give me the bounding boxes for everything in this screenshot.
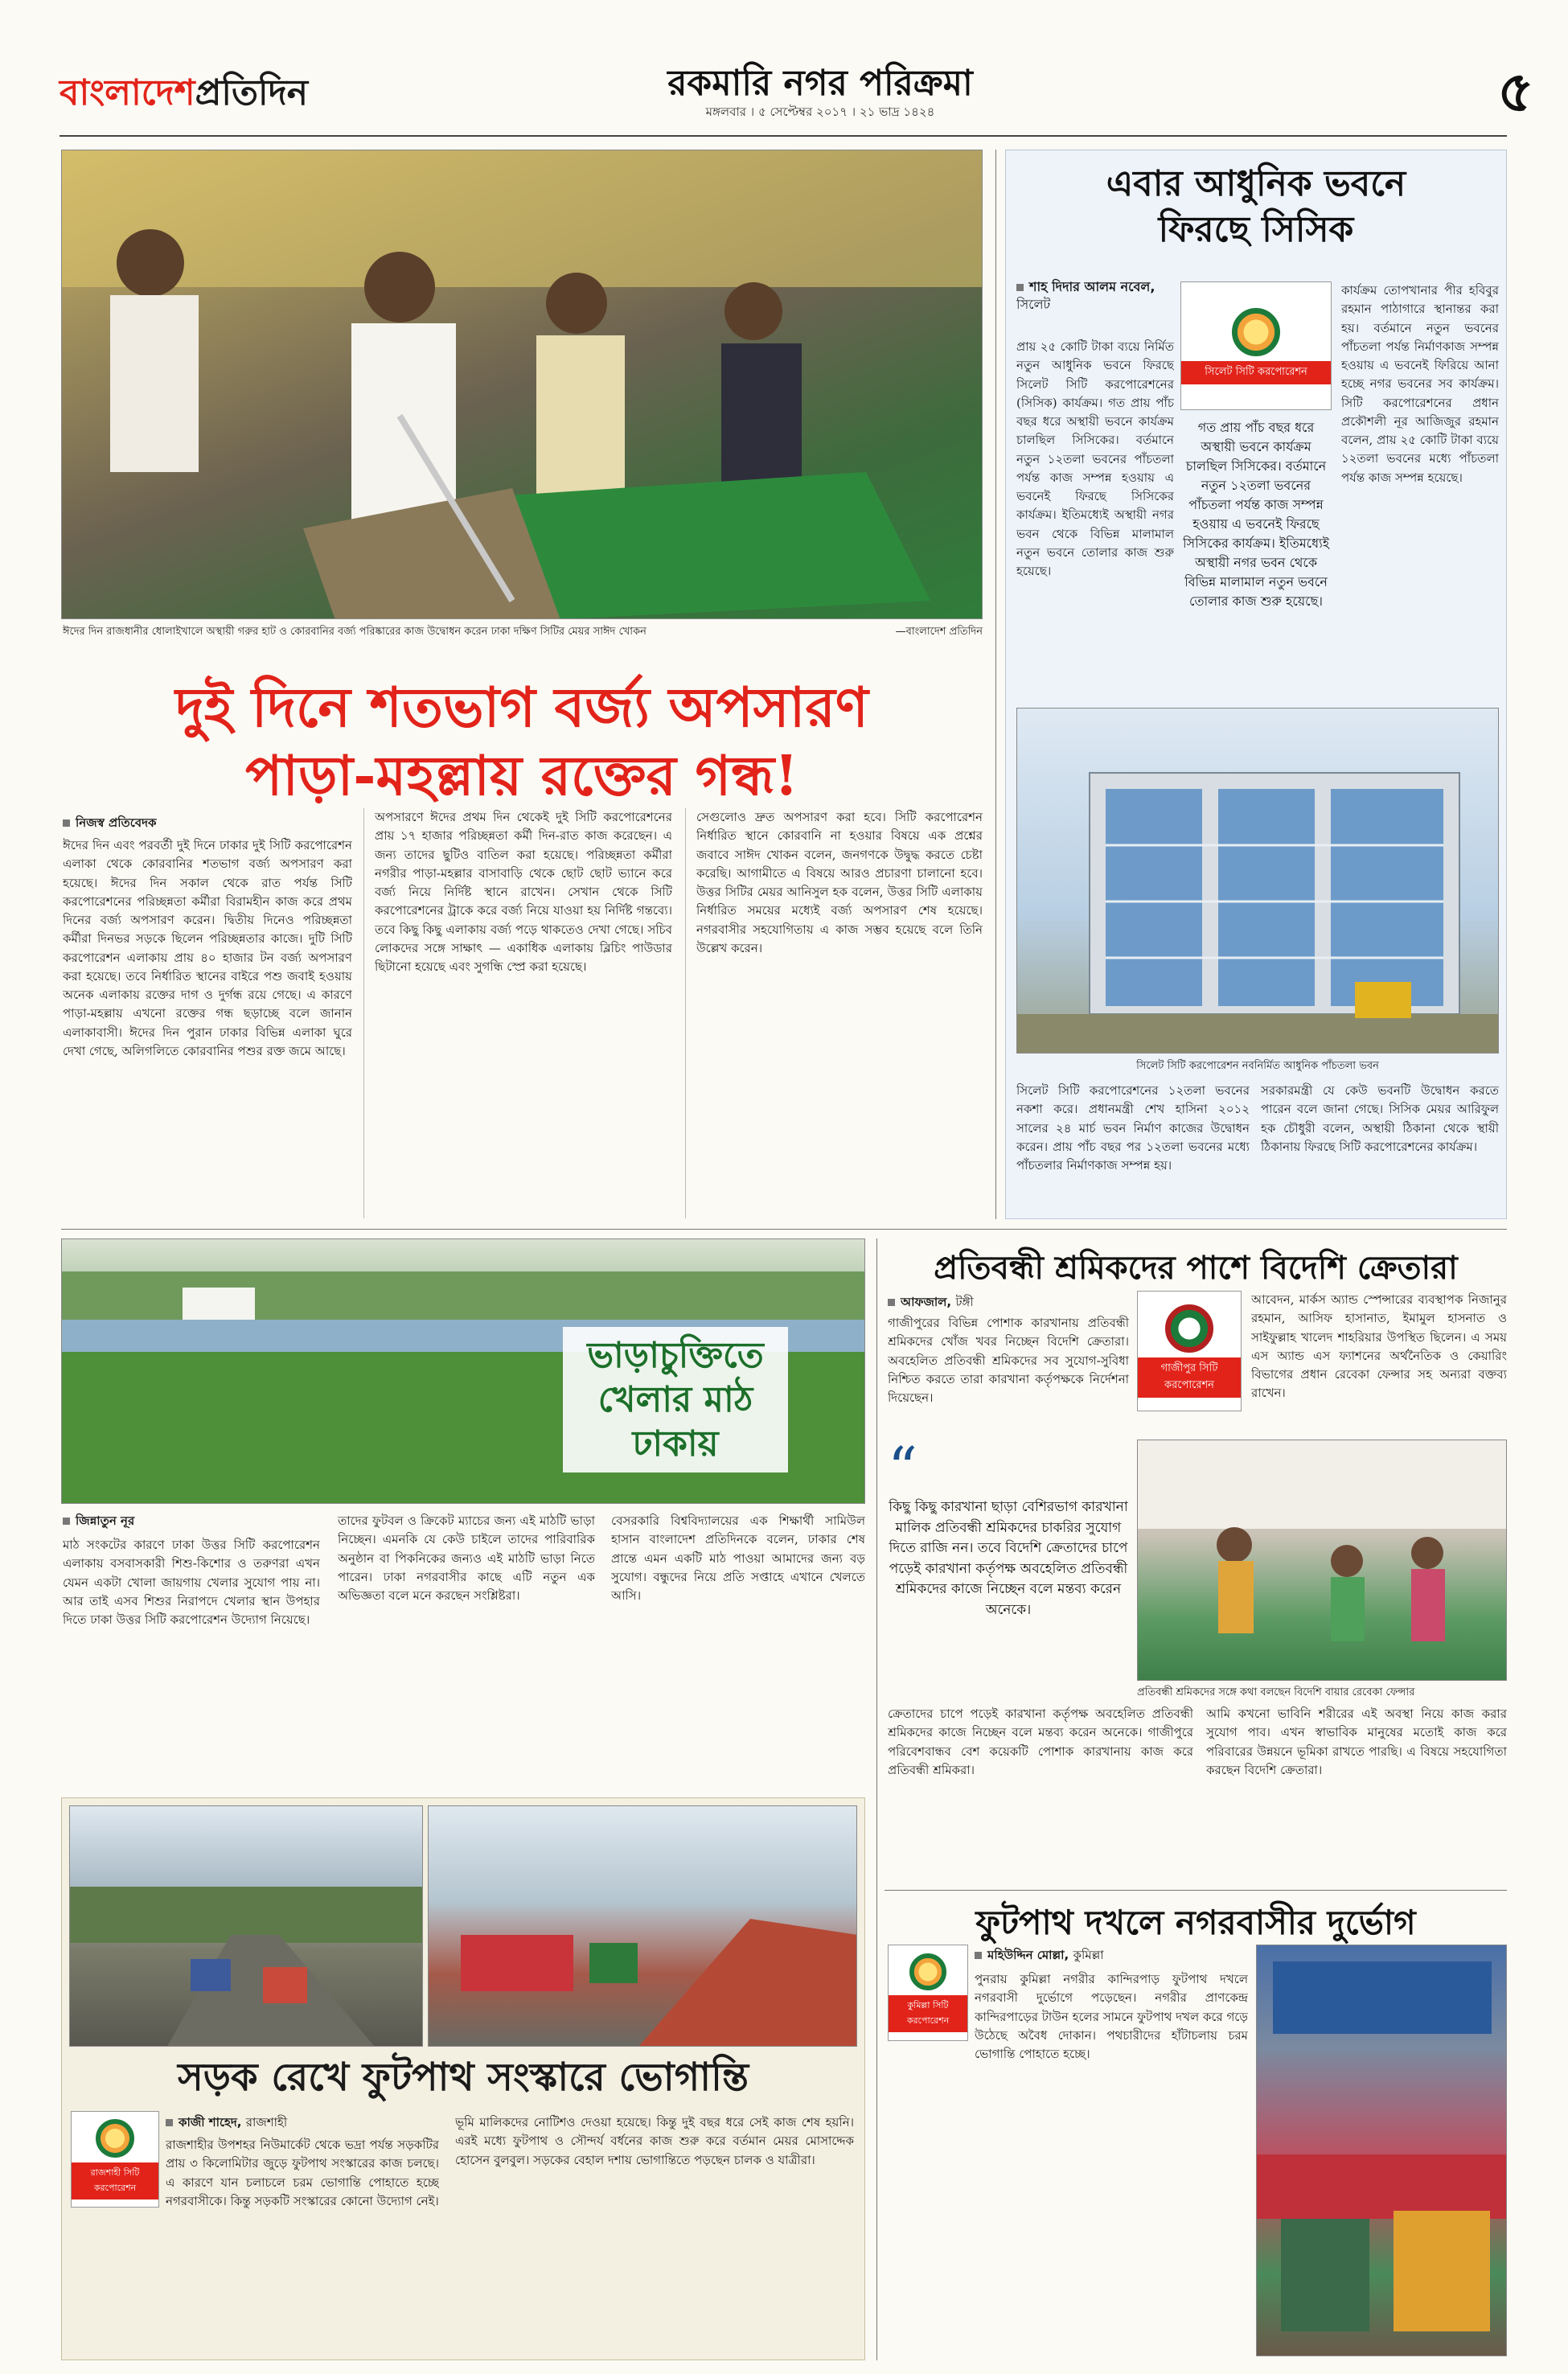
gazipur-logo-badge (1137, 1291, 1242, 1411)
playground-col-3: বেসরকারি বিশ্ববিদ্যালয়ের এক শিক্ষার্থী সামিউল হাসান বাংলাদেশ প্রতিদিনকে বলেন, ঢাকার শেষ প্রান্তে এমন একটি মাঠ পাওয়া আমাদের জন্য বড় সুযোগ। বন্ধুদের নিয়ে প্রতি সপ্তাহে এখানে খেলতে আসি। (611, 1514, 865, 1603)
sylhet-col-2: কার্যক্রম তোপখানার পীর হবিবুর রহমান পাঠাগারে স্থানান্তর করা হয়। বর্তমানে নতুন ভবনের পাঁচতলা পর্যন্ত নির্মাণকাজ সম্পন্ন হওয়ায় এ ভবনেই ফিরিয়ে আনা হচ্ছে নগর ভবনের সব কার্যক্রম। সিটি করপোরেশনের প্রধান প্রকৌশলী নূর আজিজুর রহমান বলেন, প্রায় ২৫ কোটি টাকা ব্যয়ে ১২তলা ভবনের মধ্যে পাঁচতলা পর্যন্ত কাজ সম্পন্ন হয়েছে। (1341, 283, 1499, 485)
worker-intro: গাজীপুরের বিভিন্ন পোশাক কারখানায় প্রতিবন্ধী শ্রমিকদের খোঁজ খবর নিচ্ছেন বিদেশি ক্রেতারা। অবহেলিত প্রতিবন্ধী শ্রমিকদের সব সুযোগ-সুবিধা নিশ্চিত করতে তারা কারখানা কর্তৃপক্ষকে নির্দেশনা দিয়েছেন। (888, 1316, 1129, 1405)
rajshahi-logo-badge (71, 2111, 159, 2208)
quote-mark-icon: “ (888, 1435, 917, 1502)
sylhet-photo-caption: সিলেট সিটি করপোরেশন নবনির্মিত আধুনিক পাঁচতলা ভবন (1136, 1060, 1379, 1072)
bullet-icon (888, 1299, 895, 1306)
worker-photo-caption: প্রতিবন্ধী শ্রমিকদের সঙ্গে কথা বলছেন বিদেশি বায়ার রেবেকা ফেন্সার (1137, 1686, 1415, 1698)
section-title: রকমারি নগর পরিক্রমা (667, 63, 973, 104)
sylhet-col-1: প্রায় ২৫ কোটি টাকা ব্যয়ে নির্মিত নতুন আধুনিক ভবনে ফিরছে সিলেট সিটি করপোরেশনের (সিসিক) কার্যক্রম। গত প্রায় পাঁচ বছর ধরে অস্থায়ী ভবনে কার্যক্রম চালছিল সিসিকের। বর্তমানে নতুন ১২তলা ভবনের পাঁচতলা পর্যন্ত কাজ সম্পন্ন হওয়ায় এ ভবনেই ফিরছে সিসিকের কার্যক্রম। ইতিমধ্যেই অস্থায়ী নগর ভবন থেকে বিভিন্ন মালামাল নতুন ভবনে তোলার কাজ শুরু হয়েছে। (1016, 339, 1174, 578)
sylhet-col-3: সিলেট সিটি করপোরেশনের ১২তলা ভবনের নকশা করে। প্রধানমন্ত্রী শেখ হাসিনা ২০১২ সালের ২৪ মার্চ ভবন নির্মাণ কাজের উদ্বোধন করেন। প্রায় পাঁচ বছর পর ১২তলা ভবনের মধ্যে পাঁচতলার নির্মাণকাজ সম্পন্ন হয়। (1016, 1083, 1250, 1173)
road-photo-left (69, 1805, 423, 2047)
road-col-2: ভূমি মালিকদের নোটিশও দেওয়া হয়েছে। কিন্তু দুই বছর ধরে সেই কাজ শেষ হয়নি। এরই মধ্যে ফুটপাথ ও সৌন্দর্য বর্ধনের কাজ শুরু করে বর্তমান মেয়র মোসাদ্দেক হোসেন বুলবুল। সড়কের বেহাল দশায় ভোগান্তিতে পড়ছেন চালক ও যাত্রীরা। (455, 2115, 854, 2167)
footpath-photo (1256, 1945, 1507, 2356)
lead-photo (61, 150, 983, 619)
worker-quote-box (888, 1435, 1129, 1689)
city-corporation-logo-icon (1165, 1304, 1213, 1353)
column-divider (685, 808, 686, 1218)
sylhet-headline: এবার আধুনিক ভবনে ফিরছে সিসিক (1106, 163, 1406, 251)
column-divider (363, 808, 364, 1218)
city-corporation-logo-icon (96, 2119, 134, 2158)
lead-photo-caption: ঈদের দিন রাজধানীর ধোলাইখালে অস্থায়ী গরুর হাট ও কোরবানির বর্জ্য পরিষ্কারের কাজ উদ্বোধন করেন ঢাকা দক্ষিণ সিটির মেয়র সাঈদ খোকন (63, 626, 646, 638)
lead-byline: নিজস্ব প্রতিবেদক (63, 814, 157, 834)
masthead-rule (60, 135, 1507, 137)
date-line: মঙ্গলবার । ৫ সেপ্টেম্বর ২০১৭ । ২১ ভাদ্র ১৪২৪ (705, 105, 935, 119)
footpath-headline: ফুটপাথ দখলে নগরবাসীর দুর্ভোগ (975, 1903, 1416, 1942)
market-scene (1257, 1945, 1507, 2356)
sylhet-col-4: সরকারমন্ত্রী যে কেউ ভবনটি উদ্বোধন করতে পারেন বলে জানা গেছে। সিসিক মেয়র আরিফুল হক চৌধুরী বলেন, অস্থায়ী ঠিকানা থেকে স্থায়ী ঠিকানায় ফিরছে সিটি করপোরেশনের কার্যক্রম। (1261, 1083, 1499, 1154)
bullet-icon (166, 2119, 173, 2126)
footpath-byline: মহিউদ্দিন মোল্লা, কুমিল্লা (975, 1946, 1104, 1966)
paper-logo: বাংলাদেশপ্রতিদিন (60, 72, 308, 113)
lead-col-2: অপসারণে ঈদের প্রথম দিন থেকেই দুই সিটি করপোরেশনের প্রায় ১৭ হাজার পরিচ্ছন্নতা কর্মী দিন-রাত কাজ করেছেন। এ জন্য তাদের ছুটিও বাতিল করা হয়েছে। পরিচ্ছন্নতা কর্মীরা নগরীর পাড়া-মহল্লার বাসাবাড়ি থেকে ছোট ছোট ভ্যানে করে বর্জ্য নিয়ে নির্দিষ্ট স্থানে রাখেন। সেখান থেকে সিটি করপোরেশনের ট্রাকে করে বর্জ্য নিয়ে যাওয়া হয় নির্দিষ্ট গন্তব্যে। তবে কিছু কিছু এলাকায় বর্জ্য পড়ে থাকতেও দেখা গেছে। সচিব লোকদের সঙ্গে সাক্ষাৎ — একাধিক এলাকায় ব্লিচিং পাউডার ছিটানো হয়েছে এবং সুগন্ধি স্প্রে করা হয়েছে। (375, 810, 672, 974)
column-divider (876, 1238, 877, 2360)
worker-col-a: ক্রেতাদের চাপে পড়েই কারখানা কর্তৃপক্ষ অবহেলিত প্রতিবন্ধী শ্রমিকদের কাজে নিচ্ছেন বলে মন্তব্য করেন অনেকে। গাজীপুরে পরিবেশবান্ধব বেশ কয়েকটি পোশাক কারখানায় কাজ করে প্রতিবন্ধী শ্রমিকরা। (888, 1707, 1193, 1777)
bullet-icon (63, 819, 70, 827)
sylhet-building-photo (1016, 708, 1499, 1054)
road-headline: সড়ক রেখে ফুটপাথ সংস্কারে ভোগান্তি (178, 2055, 749, 2100)
comilla-logo-label: কুমিল্লা সিটি করপোরেশন (889, 1995, 967, 2032)
masthead (0, 0, 1568, 145)
page-number: ৫ (1497, 58, 1534, 125)
road-scene (70, 1806, 423, 2047)
sylhet-logo-label: সিলেট সিটি করপোরেশন (1181, 361, 1331, 384)
sylhet-pull-quote: গত প্রায় পাঁচ বছর ধরে অস্থায়ী ভবনে কার্যক্রম চালছিল সিসিকের। বর্তমানে নতুন ১২তলা ভবনের পাঁচতলা পর্যন্ত কাজ সম্পন্ন হওয়ায় এ ভবনেই ফিরছে সিসিকের কার্যক্রম। ইতিমধ্যেই অস্থায়ী নগর ভবন থেকে বিভিন্ন মালামাল নতুন ভবনে তোলার কাজ শুরু হয়েছে। (1182, 420, 1330, 609)
city-corporation-logo-icon (909, 1953, 946, 1990)
footpath-scene (429, 1806, 857, 2047)
playground-col-2: তাদের ফুটবল ও ক্রিকেট ম্যাচের জন্য এই মাঠটি ভাড়া নিচ্ছেন। এমনকি যে কেউ চাইলে তাদের পারিবারিক অনুষ্ঠান বা পিকনিকের জন্যও এই মাঠটি ভাড়া নিতে পারেন। ঢাকা নগরবাসীর কাছে এটি নতুন এক অভিজ্ঞতা বলে মনে করছেন সংশ্লিষ্টরা। (338, 1514, 595, 1603)
section-rule (61, 1229, 1507, 1230)
gazipur-logo-label: গাজীপুর সিটি করপোরেশন (1138, 1357, 1241, 1398)
worker-col-b: আমি কখনো ভাবিনি শরীরের এই অবস্থা নিয়ে কাজ করার সুযোগ পাব। এখন স্বাভাবিক মানুষের মতোই কাজ করে পরিবারের উন্নয়নে ভূমিকা রাখতে পারছি। এ বিষয়ে সহযোগিতা করছেন বিদেশি ক্রেতারা। (1206, 1707, 1507, 1777)
building-scene (1017, 709, 1499, 1054)
road-photo-right (428, 1805, 857, 2047)
road-col-1: রাজশাহীর উপশহর নিউমার্কেট থেকে ভদ্রা পর্যন্ত সড়কটির প্রায় ৩ কিলোমিটার জুড়ে ফুটপাথ সংস্কারের কাজ চলছে। এ কারণে যান চলাচলে চরম ভোগান্তি পোহাতে হচ্ছে নগরবাসীকে। কিন্তু সড়কটি সংস্কারের কোনো উদ্যোগ নেই। (166, 2138, 439, 2208)
rajshahi-logo-label: রাজশাহী সিটি করপোরেশন (72, 2162, 158, 2199)
worker-headline: প্রতিবন্ধী শ্রমিকদের পাশে বিদেশি ক্রেতারা (934, 1249, 1458, 1287)
worker-quote: কিছু কিছু কারখানা ছাড়া বেশিরভাগ কারখানা মালিক প্রতিবন্ধী শ্রমিকদের চাকরির সুযোগ দিতে রাজি নন। তবে বিদেশি ক্রেতাদের চাপে পড়েই কারখানা কর্তৃপক্ষ অবহেলিত প্রতিবন্ধী শ্রমিকদের কাজে নিচ্ছেন বলে মন্তব্য করেন অনেকে। (889, 1499, 1128, 1618)
lead-headline-line2: পাড়া-মহল্লায় রক্তের গন্ধ! (245, 744, 798, 808)
sylhet-logo-badge (1180, 281, 1332, 410)
bullet-icon (1016, 284, 1024, 291)
lead-col-3: সেগুলোও দ্রুত অপসারণ করা হবে। সিটি করপোরেশন নির্ধারিত স্থানে কোরবানি না হওয়ার বিষয়ে এক প্রশ্নের জবাবে সাঈদ খোকন বলেন, জনগণকে উদ্বুদ্ধ করতে চেষ্টা করেছি। আগামীতে এ বিষয়ে আরও প্রচারণা চালানো হবে। উত্তর সিটির মেয়র আনিসুল হক বলেন, উত্তর সিটি এলাকায় নির্ধারিত সময়ের মধ্যেই বর্জ্য অপসারণ শেষ হয়েছে। নগরবাসীর সহযোগিতায় এ কাজ সম্ভব হয়েছে বলে তিনি উল্লেখ করেন। (696, 810, 983, 955)
road-byline: কাজী শাহেদ, রাজশাহী (166, 2113, 287, 2134)
sylhet-byline: শাহ দিদার আলম নবেল, সিলেট (1016, 279, 1155, 313)
bullet-icon (63, 1518, 70, 1525)
worker-byline: আফজাল, টঙ্গী (888, 1293, 974, 1313)
playground-headline: ভাড়াচুক্তিতে খেলার মাঠ ঢাকায় (563, 1327, 788, 1472)
worker-col-right: আবেদন, মার্কস অ্যান্ড স্পেন্সারের ব্যবস্থাপক নিজানুর রহমান, আসিফ হাসানাত, ইমামুল হাসনাত ও সাইফুল্লাহ খালেদ শাহরিয়ার উপস্থিত ছিলেন। এ সময় এস অ্যান্ড এস ফ্যাশনের অর্থনৈতিক ও কেয়ারিং বিভাগের প্রধান রেবেকা ফেন্সার সহ অন্যরা বক্তব্য রাখেন। (1251, 1292, 1507, 1401)
playground-col-1: মাঠ সংকটের কারণে ঢাকা উত্তর সিটি করপোরেশন এলাকায় বসবাসকারী শিশু-কিশোর ও তরুণরা এখন যেমন একটা খোলা জায়গায় খেলার সুযোগ পায় না। আর তাই এসব শিশুর নিরাপদে খেলার স্থান উপহার দিতে ঢাকা উত্তর সিটি করপোরেশন উদ্যোগ নিয়েছে। (63, 1538, 320, 1627)
comilla-logo-badge (888, 1945, 968, 2041)
column-divider (995, 150, 996, 1219)
workers-scene (1138, 1440, 1507, 1681)
lead-photo-scene (62, 150, 983, 619)
worker-photo (1137, 1440, 1507, 1681)
footpath-col-1: পুনরায় কুমিল্লা নগরীর কান্দিরপাড় ফুটপাথ দখলে নগরবাসী দুর্ভোগে পড়েছেন। নগরীর প্রাণকেন্দ্র কান্দিরপাড়ের টাউন হলের সামনে ফুটপাথ দখল করে গড়ে উঠেছে অবৈধ দোকান। পথচারীদের হাঁটাচলায় চরম ভোগান্তি পোহাতে হচ্ছে। (975, 1972, 1248, 2061)
lead-photo-credit: —বাংলাদেশ প্রতিদিন (895, 626, 983, 638)
bullet-icon (975, 1952, 982, 1959)
playground-byline: জিন্নাতুন নূর (63, 1512, 134, 1532)
lead-col-1: ঈদের দিন এবং পরবর্তী দুই দিনে ঢাকার দুই সিটি করপোরেশন এলাকা থেকে কোরবানির শতভাগ বর্জ্য অপসারণ করা হয়েছে। ঈদের দিন সকাল থেকে রাত পর্যন্ত সিটি করপোরেশনের পরিচ্ছন্নতা কর্মীরা বিরামহীন কাজ করে প্রথম দিনের বর্জ্য অপসারণ করেন। দ্বিতীয় দিনেও পরিচ্ছন্নতা কর্মীরা দিনভর সড়কে ছিলেন পরিচ্ছন্নতার কাজে। দুটি সিটি করপোরেশন এলাকায় প্রায় ৪০ হাজার টন বর্জ্য অপসারণ করা হয়েছে। তবে নির্ধারিত স্থানের বাইরে পশু জবাই হওয়ায় অনেক এলাকায় রক্তের দাগ ও দুর্গন্ধ রয়ে গেছে। এ কারণে পাড়া-মহল্লায় এখনো রক্তের গন্ধ ছড়াচ্ছে বলে জানান এলাকাবাসী। ঈদের দিন পুরান ঢাকার বিভিন্ন এলাকা ঘুরে দেখা গেছে, অলিগলিতে কোরবানির পশুর রক্ত জমে আছে। (63, 838, 352, 1058)
city-corporation-logo-icon (1232, 308, 1280, 356)
section-rule (885, 1890, 1507, 1891)
lead-headline-line1: দুই দিনে শতভাগ বর্জ্য অপসারণ (175, 676, 868, 740)
